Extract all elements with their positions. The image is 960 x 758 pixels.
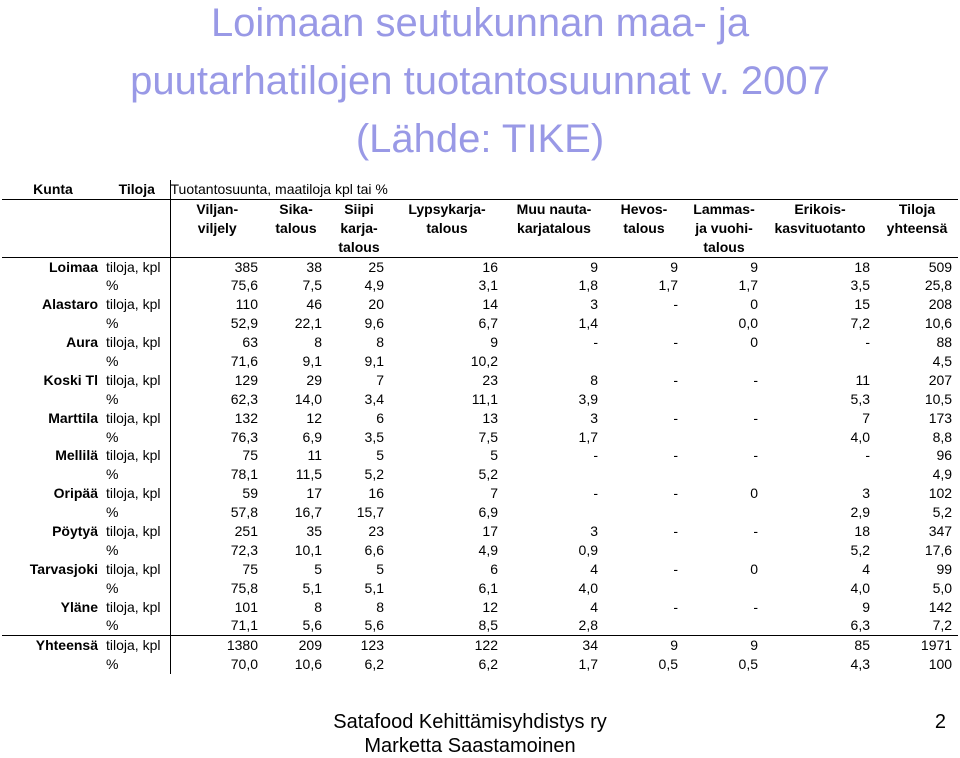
slide-title bbox=[0, 0, 960, 168]
table-row bbox=[2, 522, 958, 541]
table-cell: 8 bbox=[314, 598, 322, 615]
table-cell: - bbox=[593, 334, 598, 351]
table-cell: 5,0 bbox=[932, 579, 953, 596]
table-cell: 6,7 bbox=[478, 315, 498, 332]
column-header: yhteensä bbox=[886, 219, 948, 236]
column-header: Hevos- bbox=[620, 200, 668, 217]
table-cell: - bbox=[673, 485, 678, 502]
table-cell: 85 bbox=[764, 636, 876, 655]
column-header: talous bbox=[275, 219, 317, 236]
table-cell: 11,1 bbox=[471, 390, 498, 407]
table-cell: 7,2 bbox=[932, 617, 953, 634]
table-cell: 3,5 bbox=[850, 277, 870, 294]
table-cell: 0,0 bbox=[738, 315, 758, 332]
table-cell: 5,3 bbox=[850, 390, 870, 407]
table-cell: 88 bbox=[936, 334, 953, 351]
table-cell: 6,1 bbox=[478, 579, 498, 596]
header-kunta: Kunta bbox=[2, 180, 104, 199]
table-cell bbox=[684, 465, 764, 484]
table-cell: 132 bbox=[170, 409, 264, 428]
table-cell: 8,8 bbox=[932, 428, 953, 445]
table-cell: 11,5 bbox=[295, 466, 322, 483]
table-cell: 34 bbox=[504, 636, 604, 655]
unit-label: tiloja, kpl bbox=[106, 371, 161, 388]
table-cell: 0 bbox=[750, 296, 758, 313]
table-cell: 8 bbox=[376, 334, 384, 351]
table-cell bbox=[684, 503, 764, 522]
table-cell bbox=[764, 465, 876, 484]
table-cell: 8 bbox=[590, 371, 598, 388]
column-header: talous bbox=[684, 238, 764, 257]
table-row bbox=[2, 314, 958, 333]
header-row-1 bbox=[2, 180, 958, 199]
table-row bbox=[2, 446, 958, 465]
unit-label: tiloja, kpl bbox=[106, 447, 161, 464]
column-header: Tiloja bbox=[898, 200, 936, 217]
table-cell: 9,1 bbox=[364, 352, 384, 369]
table-row bbox=[2, 409, 958, 428]
table-cell: 62,3 bbox=[170, 390, 264, 409]
table-cell: 100 bbox=[928, 656, 953, 673]
table-cell: 75,6 bbox=[170, 276, 264, 295]
table-cell bbox=[684, 352, 764, 371]
municipality-name: Tarvasjoki bbox=[29, 560, 98, 577]
table-cell: 9 bbox=[862, 598, 870, 615]
table-cell: 75 bbox=[170, 560, 264, 579]
unit-label: % bbox=[106, 428, 119, 445]
table-row bbox=[2, 616, 958, 635]
table-cell: 0,5 bbox=[658, 656, 678, 673]
table-cell: 9 bbox=[750, 258, 758, 275]
table-row bbox=[2, 503, 958, 522]
table-cell: 102 bbox=[928, 485, 953, 502]
table-cell: 6,2 bbox=[478, 656, 498, 673]
table-cell: 5,6 bbox=[302, 617, 322, 634]
table-cell: 8 bbox=[376, 598, 384, 615]
table-cell bbox=[684, 390, 764, 409]
column-header: viljely bbox=[170, 219, 264, 238]
table-cell bbox=[604, 428, 684, 447]
table-cell bbox=[684, 579, 764, 598]
table-cell: 78,1 bbox=[170, 465, 264, 484]
table-cell: 6,3 bbox=[850, 617, 870, 634]
table-cell: 9,1 bbox=[302, 352, 322, 369]
table-cell: 17,6 bbox=[924, 541, 953, 558]
municipality-name: Mellilä bbox=[55, 447, 98, 464]
table-cell: 7,2 bbox=[850, 315, 870, 332]
footer-organization: Satafood Kehittämisyhdistys ry bbox=[333, 711, 607, 733]
table-cell: 52,9 bbox=[170, 314, 264, 333]
table-cell: 7 bbox=[376, 371, 384, 388]
table-row bbox=[2, 579, 958, 598]
table-cell: 2,9 bbox=[850, 504, 870, 521]
table-cell: 7 bbox=[862, 409, 870, 426]
table-cell: 16,7 bbox=[294, 504, 322, 521]
table-cell: 9 bbox=[590, 258, 598, 275]
table-cell: 17 bbox=[306, 485, 322, 502]
table-cell: 5,2 bbox=[364, 466, 384, 483]
table-cell: 46 bbox=[306, 296, 322, 313]
table-cell: 5 bbox=[314, 560, 322, 577]
table-cell: 4 bbox=[590, 560, 598, 577]
municipality-name: Marttila bbox=[48, 409, 98, 426]
table-cell bbox=[604, 616, 684, 635]
table-cell: 6,6 bbox=[364, 541, 384, 558]
table-cell: 7 bbox=[490, 485, 498, 502]
table-cell: - bbox=[753, 371, 758, 388]
table-cell: 123 bbox=[328, 636, 390, 655]
column-header: karjatalous bbox=[517, 219, 591, 236]
table-cell: 101 bbox=[170, 598, 264, 617]
table-cell: 5,1 bbox=[364, 579, 384, 596]
table-cell: 15,7 bbox=[356, 504, 384, 521]
table-cell bbox=[764, 352, 876, 371]
table-cell: 23 bbox=[368, 522, 384, 539]
header-group: Tuotantosuunta, maatiloja kpl tai % bbox=[170, 180, 958, 199]
table-row bbox=[2, 484, 958, 503]
table-cell: 3,4 bbox=[364, 390, 384, 407]
table-cell: 3 bbox=[590, 296, 598, 313]
title-line-1: Loimaan seutukunnan maa- ja bbox=[210, 1, 750, 45]
table-cell bbox=[684, 616, 764, 635]
unit-label: tiloja, kpl bbox=[106, 598, 161, 615]
table-row bbox=[2, 352, 958, 371]
table-cell: 5,6 bbox=[364, 617, 384, 634]
table-cell: 3 bbox=[590, 409, 598, 426]
table-cell: 0 bbox=[750, 485, 758, 502]
table-cell: 4 bbox=[590, 598, 598, 615]
table-cell bbox=[504, 352, 604, 371]
column-header: Erikois- bbox=[794, 200, 846, 217]
table-cell: - bbox=[673, 522, 678, 539]
table-cell: - bbox=[673, 371, 678, 388]
unit-label: tiloja, kpl bbox=[106, 560, 161, 577]
unit-label: % bbox=[106, 390, 119, 407]
table-cell: 129 bbox=[170, 371, 264, 390]
table-cell: - bbox=[865, 447, 870, 464]
table-cell: 7,5 bbox=[478, 428, 498, 445]
table-cell: 110 bbox=[170, 295, 264, 314]
column-header: Siipi bbox=[344, 200, 374, 217]
table-cell: 23 bbox=[482, 371, 498, 388]
unit-label: tiloja, kpl bbox=[106, 258, 161, 275]
table-cell: 10,2 bbox=[470, 352, 498, 369]
table-cell: 5,2 bbox=[850, 541, 870, 558]
table-cell: - bbox=[673, 409, 678, 426]
unit-label: tiloja, kpl bbox=[104, 636, 170, 655]
table-cell: 6 bbox=[490, 560, 498, 577]
table-cell: 1,7 bbox=[738, 277, 758, 294]
column-header: Viljan- bbox=[170, 199, 264, 218]
table-cell: - bbox=[753, 409, 758, 426]
table-cell: 347 bbox=[928, 522, 953, 539]
table-cell: 15 bbox=[854, 296, 870, 313]
unit-label: % bbox=[106, 617, 119, 634]
table-row bbox=[2, 541, 958, 560]
table-cell: 1,8 bbox=[578, 277, 598, 294]
unit-label: % bbox=[106, 277, 119, 294]
table-cell: 6,2 bbox=[364, 656, 384, 673]
table-row bbox=[2, 560, 958, 579]
table-cell: 71,1 bbox=[170, 616, 264, 635]
table-cell: - bbox=[593, 485, 598, 502]
table-cell: 1380 bbox=[170, 636, 264, 655]
table-cell: 20 bbox=[368, 296, 384, 313]
table-cell: 4 bbox=[862, 560, 870, 577]
table-cell bbox=[504, 503, 604, 522]
table-cell: 9,6 bbox=[364, 315, 384, 332]
table-cell bbox=[604, 579, 684, 598]
table-cell: 71,6 bbox=[170, 352, 264, 371]
table-cell: 9 bbox=[684, 636, 764, 655]
unit-label: % bbox=[106, 466, 119, 483]
table-row bbox=[2, 333, 958, 352]
production-table bbox=[2, 180, 958, 674]
table-cell: 6,9 bbox=[478, 504, 498, 521]
unit-label: tiloja, kpl bbox=[106, 296, 161, 313]
table-cell: 5,2 bbox=[478, 466, 498, 483]
column-header: Muu nauta- bbox=[516, 200, 592, 217]
table-row bbox=[2, 428, 958, 447]
table-cell: 59 bbox=[170, 484, 264, 503]
table-cell: 29 bbox=[306, 371, 322, 388]
municipality-name: Loimaa bbox=[48, 258, 98, 275]
table-cell bbox=[604, 541, 684, 560]
table-cell: 385 bbox=[170, 257, 264, 276]
table-cell: 5,1 bbox=[302, 579, 322, 596]
municipality-name: Alastaro bbox=[41, 296, 98, 313]
column-header: talous bbox=[623, 219, 665, 236]
table-cell: 10,5 bbox=[924, 390, 953, 407]
unit-label: % bbox=[106, 352, 119, 369]
table-cell: 4,0 bbox=[578, 579, 598, 596]
table-cell: 0 bbox=[750, 334, 758, 351]
unit-label: tiloja, kpl bbox=[106, 334, 161, 351]
table-cell: 9 bbox=[670, 258, 678, 275]
table-cell: 75,8 bbox=[170, 579, 264, 598]
table-cell: 75 bbox=[170, 446, 264, 465]
table-cell: 4,9 bbox=[364, 277, 384, 294]
table-row bbox=[2, 655, 958, 674]
table-cell: 3,5 bbox=[364, 428, 384, 445]
table-row bbox=[2, 636, 958, 655]
table-cell: 14 bbox=[482, 296, 498, 313]
table-cell: 57,8 bbox=[170, 503, 264, 522]
table-cell: 3 bbox=[862, 485, 870, 502]
unit-label: % bbox=[106, 315, 119, 332]
table-cell: 142 bbox=[928, 598, 953, 615]
table-cell: 6 bbox=[376, 409, 384, 426]
table-cell: 509 bbox=[928, 258, 953, 275]
table-cell: 7,5 bbox=[302, 277, 322, 294]
header-row-2 bbox=[2, 199, 958, 218]
table-cell: - bbox=[673, 598, 678, 615]
table-cell: 9 bbox=[490, 334, 498, 351]
column-header: karja- bbox=[340, 219, 378, 236]
table-body bbox=[2, 180, 958, 674]
unit-label: tiloja, kpl bbox=[106, 522, 161, 539]
table-cell: - bbox=[753, 447, 758, 464]
table-cell: 99 bbox=[936, 560, 953, 577]
header-row-3 bbox=[2, 219, 958, 238]
table-cell bbox=[604, 314, 684, 333]
table-cell: 17 bbox=[482, 522, 498, 539]
municipality-name: Pöytyä bbox=[52, 522, 98, 539]
table-cell: 25,8 bbox=[924, 277, 953, 294]
table-cell: 35 bbox=[306, 522, 322, 539]
table-cell: 96 bbox=[936, 447, 953, 464]
title-line-3: (Lähde: TIKE) bbox=[355, 117, 605, 161]
unit-label: % bbox=[106, 579, 119, 596]
table-row bbox=[2, 257, 958, 276]
table-cell: 12 bbox=[306, 409, 322, 426]
table-cell: - bbox=[673, 560, 678, 577]
table-cell: 0,9 bbox=[578, 541, 598, 558]
table-cell: 18 bbox=[854, 258, 870, 275]
table-cell: 72,3 bbox=[170, 541, 264, 560]
table-cell: - bbox=[673, 447, 678, 464]
column-header: Lammas- bbox=[693, 200, 755, 217]
municipality-name: Koski Tl bbox=[43, 371, 98, 388]
table-cell: - bbox=[865, 334, 870, 351]
table-cell: 6,9 bbox=[302, 428, 322, 445]
table-cell: 5 bbox=[376, 447, 384, 464]
unit-label: tiloja, kpl bbox=[106, 485, 161, 502]
table-cell: 8 bbox=[314, 334, 322, 351]
table-cell: 4,0 bbox=[850, 428, 870, 445]
unit-label: % bbox=[106, 656, 119, 673]
table-cell: - bbox=[593, 447, 598, 464]
table-cell: 3 bbox=[590, 522, 598, 539]
table-cell: 9 bbox=[604, 636, 684, 655]
table-cell: 3,1 bbox=[478, 277, 498, 294]
table-row bbox=[2, 371, 958, 390]
table-cell: 13 bbox=[482, 409, 498, 426]
table-cell: 122 bbox=[390, 636, 504, 655]
table-cell: - bbox=[753, 522, 758, 539]
header-tiloja: Tiloja bbox=[104, 180, 170, 199]
table-cell: 2,8 bbox=[578, 617, 598, 634]
table-cell: 12 bbox=[482, 598, 498, 615]
table-cell: 1,7 bbox=[658, 277, 678, 294]
table-cell: 0,5 bbox=[738, 656, 758, 673]
table-cell: 5 bbox=[376, 560, 384, 577]
column-header: kasvituotanto bbox=[774, 219, 866, 236]
table-cell bbox=[684, 428, 764, 447]
table-cell: 10,1 bbox=[294, 541, 322, 558]
table-row bbox=[2, 295, 958, 314]
table-row bbox=[2, 390, 958, 409]
table-cell: 173 bbox=[928, 409, 953, 426]
table-cell: 4,9 bbox=[478, 541, 498, 558]
table-cell bbox=[604, 465, 684, 484]
table-cell: 0 bbox=[750, 560, 758, 577]
column-header: talous bbox=[328, 238, 390, 257]
table-cell: 22,1 bbox=[294, 315, 322, 332]
column-header: Lypsykarja- bbox=[408, 200, 486, 217]
footer-author: Marketta Saastamoinen bbox=[364, 735, 576, 757]
table-cell bbox=[604, 503, 684, 522]
table-cell: 63 bbox=[170, 333, 264, 352]
table-cell: - bbox=[673, 296, 678, 313]
table-row bbox=[2, 465, 958, 484]
table-cell: 3,9 bbox=[578, 390, 598, 407]
table-cell: 251 bbox=[170, 522, 264, 541]
table-row bbox=[2, 598, 958, 617]
table-cell: 25 bbox=[368, 258, 384, 275]
table-cell bbox=[604, 390, 684, 409]
column-header: ja vuohi- bbox=[695, 219, 753, 236]
unit-label: tiloja, kpl bbox=[106, 409, 161, 426]
table-cell: 11 bbox=[307, 447, 322, 464]
table-row bbox=[2, 276, 958, 295]
municipality-name: Aura bbox=[66, 334, 98, 351]
table-cell: 10,6 bbox=[294, 656, 322, 673]
table-cell: 11 bbox=[855, 371, 870, 388]
municipality-name: Yhteensä bbox=[2, 636, 104, 655]
unit-label: % bbox=[106, 541, 119, 558]
table-cell: - bbox=[753, 598, 758, 615]
table-cell: 1,7 bbox=[578, 428, 598, 445]
table-cell: 76,3 bbox=[170, 428, 264, 447]
table-cell bbox=[684, 541, 764, 560]
table-cell: 4,5 bbox=[932, 352, 953, 369]
table-cell: 1971 bbox=[876, 636, 958, 655]
table-cell: 4,3 bbox=[850, 656, 870, 673]
table-cell: - bbox=[673, 334, 678, 351]
table-cell: 209 bbox=[264, 636, 328, 655]
municipality-name: Yläne bbox=[60, 598, 98, 615]
table-cell: 1,7 bbox=[578, 656, 598, 673]
header-row-4 bbox=[2, 238, 958, 257]
table-cell: 4,0 bbox=[850, 579, 870, 596]
table-cell: 70,0 bbox=[170, 655, 264, 674]
table-cell: 208 bbox=[928, 296, 953, 313]
table-cell bbox=[504, 465, 604, 484]
page-number: 2 bbox=[934, 711, 946, 733]
table-cell: 4,9 bbox=[932, 466, 953, 483]
table-cell: 5,2 bbox=[932, 504, 953, 521]
table-cell: 14,0 bbox=[294, 390, 322, 407]
footer bbox=[300, 710, 640, 758]
municipality-name: Oripää bbox=[53, 485, 98, 502]
table-cell: 16 bbox=[482, 258, 498, 275]
column-header: Sika- bbox=[279, 200, 313, 217]
table-cell: 5 bbox=[490, 447, 498, 464]
table-cell: 1,4 bbox=[578, 315, 598, 332]
title-line-2: puutarhatilojen tuotantosuunnat v. 2007 bbox=[130, 59, 830, 103]
table-cell: 16 bbox=[368, 485, 384, 502]
table-cell: 8,5 bbox=[478, 617, 498, 634]
unit-label: % bbox=[106, 504, 119, 521]
table-cell bbox=[604, 352, 684, 371]
table-cell: 38 bbox=[306, 258, 322, 275]
table-cell: 10,6 bbox=[924, 315, 953, 332]
table-cell: 18 bbox=[854, 522, 870, 539]
table-cell: 207 bbox=[928, 371, 953, 388]
column-header: talous bbox=[426, 219, 468, 236]
